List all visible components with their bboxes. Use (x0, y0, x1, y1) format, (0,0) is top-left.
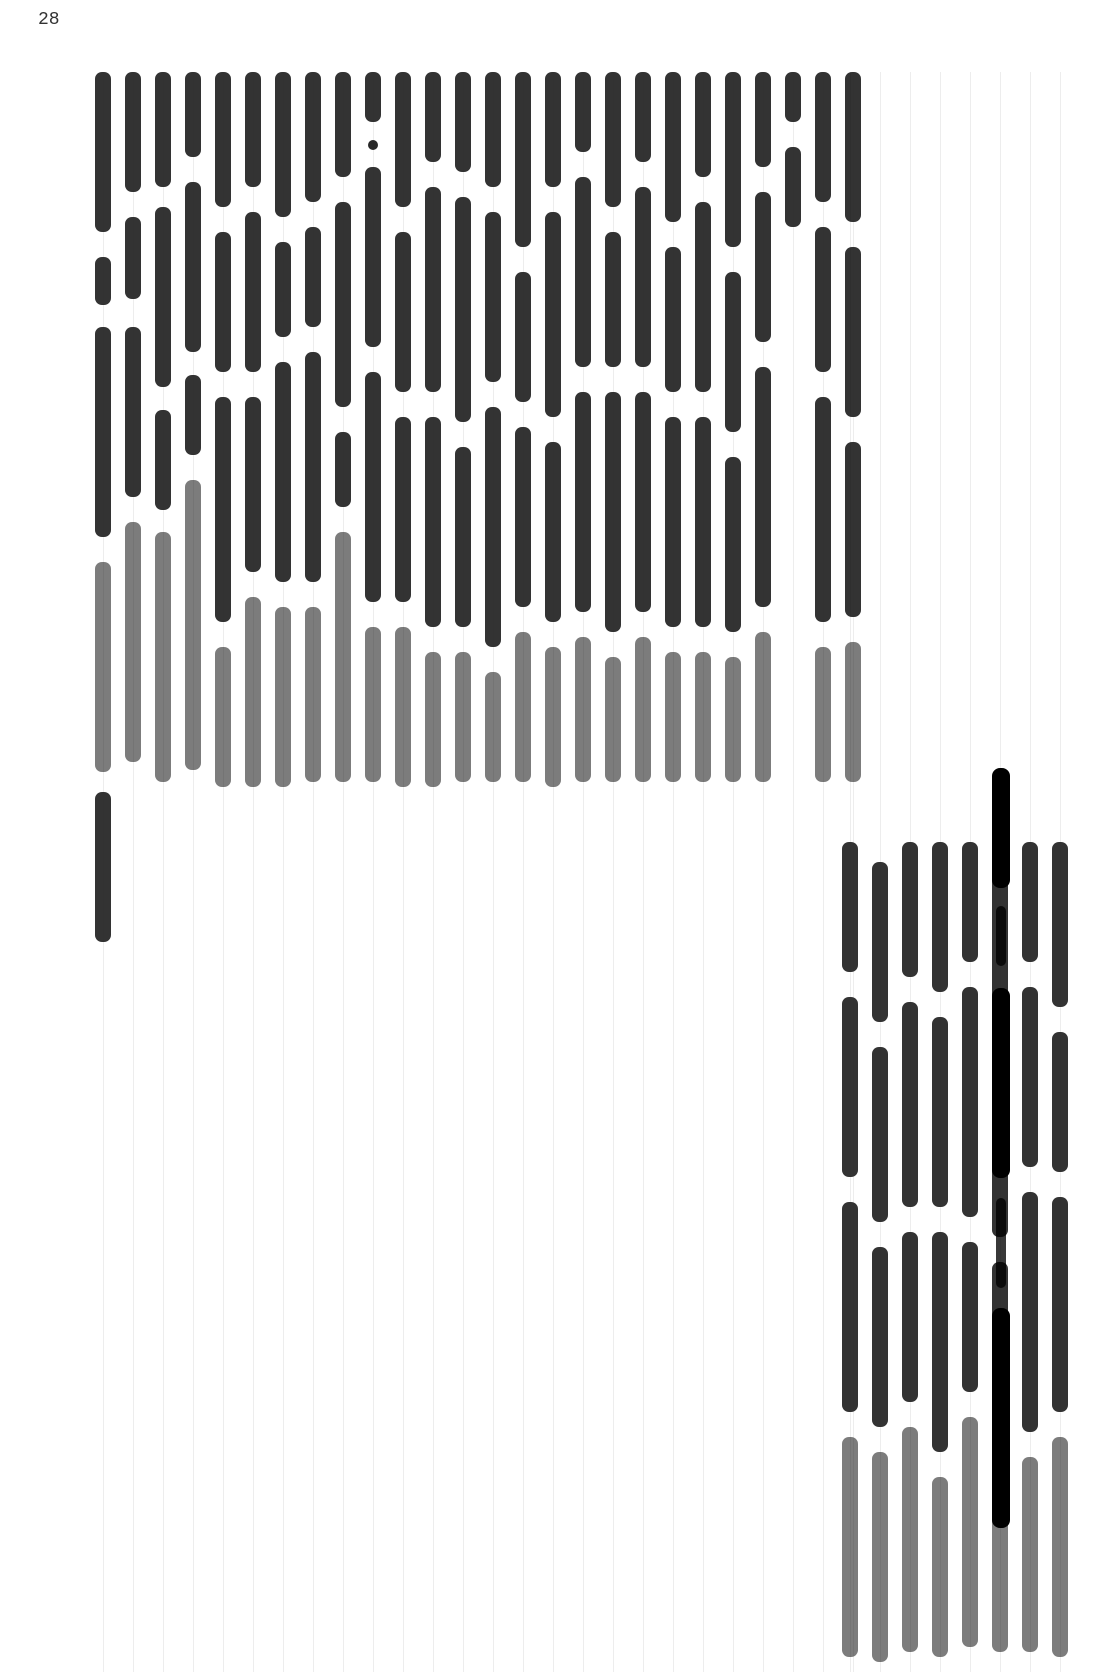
text-line (925, 72, 955, 1672)
text-line (208, 72, 238, 1672)
text-line (895, 72, 925, 1672)
text-line (88, 72, 118, 1672)
text-line (298, 72, 328, 1672)
page-number: 28 (38, 10, 60, 30)
section-heading (958, 768, 1044, 1588)
text-line (388, 72, 418, 1672)
left-text-block (88, 72, 868, 1672)
text-line (328, 72, 358, 1672)
text-line (448, 72, 478, 1672)
left-text-column (88, 72, 838, 1672)
text-line (148, 72, 178, 1672)
text-line (658, 72, 688, 1672)
text-line (865, 72, 895, 1672)
text-line (808, 72, 838, 1672)
text-line (748, 72, 778, 1672)
text-line (478, 72, 508, 1672)
text-line (598, 72, 628, 1672)
text-line (538, 72, 568, 1672)
text-line (178, 72, 208, 1672)
text-line (268, 72, 298, 1672)
text-line (688, 72, 718, 1672)
text-line (238, 72, 268, 1672)
text-line (1045, 72, 1075, 1672)
text-line (778, 72, 808, 1672)
text-line (718, 72, 748, 1672)
text-line (628, 72, 658, 1672)
text-line (118, 72, 148, 1672)
text-line (358, 72, 388, 1672)
text-line (508, 72, 538, 1672)
text-line (568, 72, 598, 1672)
text-line (418, 72, 448, 1672)
text-line (835, 72, 865, 1672)
